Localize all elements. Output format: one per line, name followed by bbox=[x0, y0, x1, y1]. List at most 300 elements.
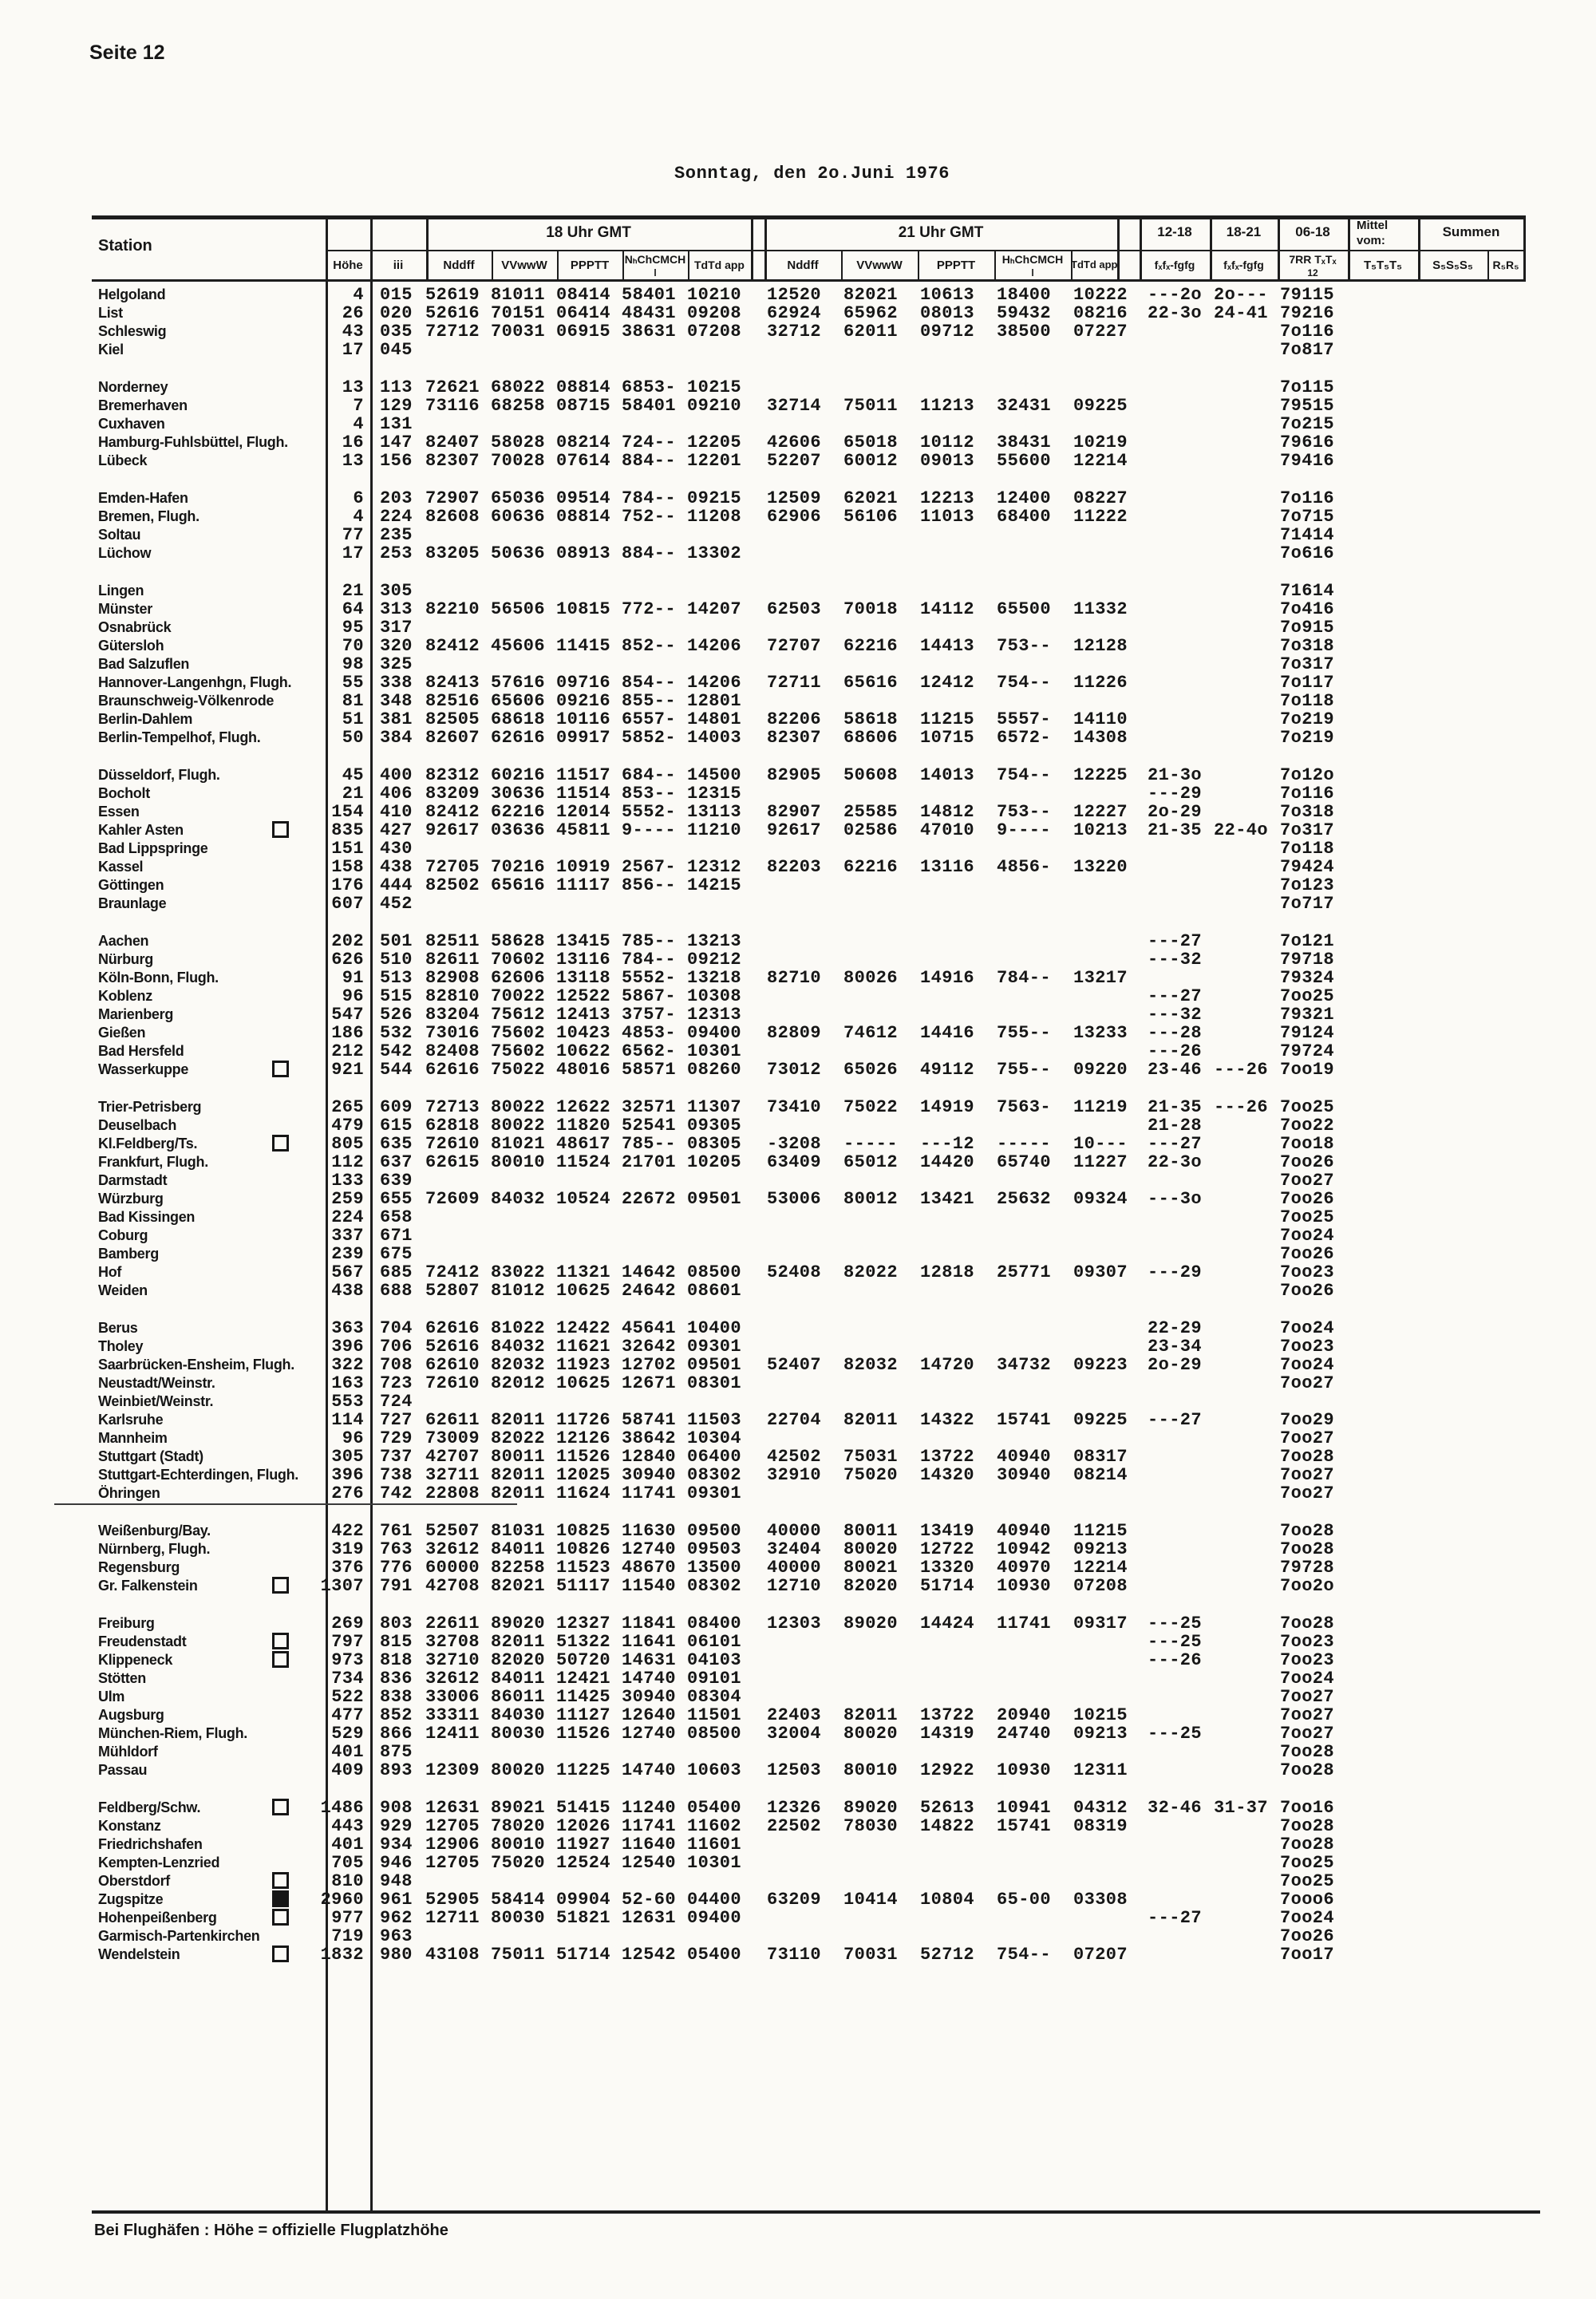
station-number-value: 637 bbox=[380, 1152, 413, 1172]
obs-18gmt-group-4: 852-- bbox=[622, 636, 677, 656]
table-row bbox=[0, 1116, 1596, 1135]
precip-temp-06-18-value: 7oo28 bbox=[1280, 1521, 1335, 1541]
col-0618-label: 06-18 bbox=[1295, 224, 1330, 239]
obs-18gmt-group-2: 62606 bbox=[491, 968, 546, 988]
obs-18gmt-group-5: 14215 bbox=[687, 875, 742, 895]
obs-18gmt-group-4: 58401 bbox=[622, 396, 677, 416]
precip-temp-06-18-value: 7oo28 bbox=[1280, 1539, 1335, 1559]
station-name: Bad Lippspringe bbox=[98, 840, 208, 856]
table-row bbox=[0, 415, 1596, 433]
table-row bbox=[0, 1540, 1596, 1558]
obs-18gmt-group-3: 11514 bbox=[556, 784, 611, 804]
obs-21gmt-group-3: 14013 bbox=[920, 765, 975, 785]
obs-18gmt-group-1: 73116 bbox=[425, 396, 480, 416]
obs-18gmt-group-5: 10308 bbox=[687, 986, 742, 1006]
precip-temp-06-18-value: 7o118 bbox=[1280, 691, 1335, 711]
table-row bbox=[0, 1633, 1596, 1651]
obs-21gmt-group-2: 80026 bbox=[843, 968, 899, 988]
obs-21gmt-group-3: 13722 bbox=[920, 1705, 975, 1725]
obs-18gmt-group-4: 5552- bbox=[622, 802, 677, 822]
obs-21gmt-group-5: 09317 bbox=[1073, 1614, 1128, 1633]
obs-21gmt-group-3: 09712 bbox=[920, 322, 975, 342]
obs-21gmt-group-5: 12225 bbox=[1073, 765, 1128, 785]
height-value: 396 bbox=[331, 1337, 364, 1357]
table-row bbox=[0, 655, 1596, 674]
obs-21gmt-group-4: 784-- bbox=[997, 968, 1052, 988]
table-row bbox=[0, 969, 1596, 987]
height-value: 239 bbox=[331, 1244, 364, 1264]
obs-21gmt-group-4: 25632 bbox=[997, 1189, 1052, 1209]
obs-18gmt-group-2: 82012 bbox=[491, 1373, 546, 1393]
precip-temp-06-18-value: 7oo24 bbox=[1280, 1355, 1335, 1375]
obs-21gmt-group-5: 09223 bbox=[1073, 1355, 1128, 1375]
station-number-value: 671 bbox=[380, 1226, 413, 1246]
precip-temp-06-18-value: 79321 bbox=[1280, 1005, 1335, 1025]
obs-18gmt-group-4: 14740 bbox=[622, 1669, 677, 1689]
obs-18gmt-group-5: 14207 bbox=[687, 599, 742, 619]
obs-21gmt-group-2: 75011 bbox=[843, 396, 899, 416]
height-value: 477 bbox=[331, 1705, 364, 1725]
station-number-value: 658 bbox=[380, 1207, 413, 1227]
table-row bbox=[0, 1927, 1596, 1945]
precip-temp-06-18-value: 79515 bbox=[1280, 396, 1335, 416]
col-ppptt-21-label: PPPTT bbox=[936, 259, 976, 272]
obs-18gmt-group-4: 12840 bbox=[622, 1447, 677, 1467]
precip-temp-06-18-value: 7oo27 bbox=[1280, 1724, 1335, 1744]
wind-12-18-value: ---28 bbox=[1148, 1023, 1203, 1043]
obs-18gmt-group-1: 72712 bbox=[425, 322, 480, 342]
obs-21gmt-group-4: 6572- bbox=[997, 728, 1052, 748]
obs-21gmt-group-4: 755-- bbox=[997, 1023, 1052, 1043]
obs-18gmt-group-5: 10301 bbox=[687, 1041, 742, 1061]
table-row bbox=[0, 1835, 1596, 1854]
obs-21gmt-group-5: 10213 bbox=[1073, 820, 1128, 840]
obs-18gmt-group-4: 45641 bbox=[622, 1318, 677, 1338]
obs-21gmt-group-2: 80012 bbox=[843, 1189, 899, 1209]
obs-18gmt-group-2: 81021 bbox=[491, 1134, 546, 1154]
height-value: 522 bbox=[331, 1687, 364, 1707]
precip-temp-06-18-value: 71614 bbox=[1280, 581, 1335, 601]
obs-18gmt-group-2: 58628 bbox=[491, 931, 546, 951]
height-value: 376 bbox=[331, 1558, 364, 1578]
obs-18gmt-group-2: 89020 bbox=[491, 1614, 546, 1633]
station-name: Würzburg bbox=[98, 1191, 164, 1207]
table-row bbox=[0, 1135, 1596, 1153]
obs-18gmt-group-1: 82505 bbox=[425, 709, 480, 729]
height-value: 43 bbox=[342, 322, 364, 342]
obs-18gmt-group-1: 62616 bbox=[425, 1318, 480, 1338]
obs-18gmt-group-1: 33311 bbox=[425, 1705, 480, 1725]
obs-18gmt-group-3: 11927 bbox=[556, 1835, 611, 1855]
obs-21gmt-group-5: 09307 bbox=[1073, 1262, 1128, 1282]
obs-18gmt-group-5: 09208 bbox=[687, 303, 742, 323]
col-7rr-sub2: 12 bbox=[1307, 267, 1318, 278]
obs-18gmt-group-2: 81011 bbox=[491, 285, 546, 305]
obs-18gmt-group-2: 84032 bbox=[491, 1337, 546, 1357]
obs-18gmt-group-5: 06400 bbox=[687, 1447, 742, 1467]
station-name: List bbox=[98, 305, 123, 321]
obs-21gmt-group-5: 12214 bbox=[1073, 451, 1128, 471]
obs-18gmt-group-5: 13218 bbox=[687, 968, 742, 988]
obs-21gmt-group-2: 82011 bbox=[843, 1705, 899, 1725]
precip-temp-06-18-value: 7oo23 bbox=[1280, 1262, 1335, 1282]
obs-18gmt-group-4: 58571 bbox=[622, 1060, 677, 1080]
precip-temp-06-18-value: 7oo25 bbox=[1280, 986, 1335, 1006]
station-name: Kiel bbox=[98, 342, 124, 357]
obs-18gmt-group-3: 11621 bbox=[556, 1337, 611, 1357]
obs-18gmt-group-1: 62615 bbox=[425, 1152, 480, 1172]
obs-18gmt-group-2: 62616 bbox=[491, 728, 546, 748]
obs-18gmt-group-3: 11321 bbox=[556, 1262, 611, 1282]
page-number: Seite 12 bbox=[89, 41, 165, 64]
table-row bbox=[0, 1061, 1596, 1079]
station-name: Hannover-Langenhgn, Flugh. bbox=[98, 674, 292, 690]
obs-21gmt-group-4: 20940 bbox=[997, 1705, 1052, 1725]
obs-18gmt-group-3: 11523 bbox=[556, 1558, 611, 1578]
obs-18gmt-group-5: 09301 bbox=[687, 1337, 742, 1357]
station-name: Coburg bbox=[98, 1227, 148, 1243]
obs-18gmt-group-3: 11624 bbox=[556, 1483, 611, 1503]
height-value: 186 bbox=[331, 1023, 364, 1043]
obs-21gmt-group-2: 65012 bbox=[843, 1152, 899, 1172]
obs-21gmt-group-1: 12326 bbox=[767, 1798, 822, 1818]
obs-21gmt-group-5: 11215 bbox=[1073, 1521, 1128, 1541]
station-number-value: 526 bbox=[380, 1005, 413, 1025]
height-value: 16 bbox=[342, 433, 364, 452]
obs-18gmt-group-4: 38631 bbox=[622, 322, 677, 342]
col-clouds-18-label: NₕChCMCH bbox=[624, 253, 686, 266]
obs-18gmt-group-1: 82607 bbox=[425, 728, 480, 748]
table-row bbox=[0, 286, 1596, 304]
obs-21gmt-group-4: 55600 bbox=[997, 451, 1052, 471]
station-name: Bremen, Flugh. bbox=[98, 508, 200, 524]
station-name: Garmisch-Partenkirchen bbox=[98, 1928, 260, 1944]
station-name: Regensburg bbox=[98, 1559, 180, 1575]
obs-18gmt-group-3: 10919 bbox=[556, 857, 611, 877]
obs-18gmt-group-3: 13415 bbox=[556, 931, 611, 951]
table-row bbox=[0, 1724, 1596, 1743]
station-number-value: 723 bbox=[380, 1373, 413, 1393]
station-name: Feldberg/Schw. bbox=[98, 1799, 201, 1815]
obs-21gmt-group-3: 12213 bbox=[920, 488, 975, 508]
obs-18gmt-group-1: 82611 bbox=[425, 950, 480, 970]
station-name: Schleswig bbox=[98, 323, 167, 339]
height-value: 4 bbox=[353, 507, 364, 527]
obs-21gmt-group-1: 62924 bbox=[767, 303, 822, 323]
precip-temp-06-18-value: 7oo27 bbox=[1280, 1465, 1335, 1485]
obs-21gmt-group-4: 754-- bbox=[997, 673, 1052, 693]
station-name: Wendelstein bbox=[98, 1946, 180, 1962]
table-row bbox=[0, 1651, 1596, 1669]
obs-18gmt-group-3: 06414 bbox=[556, 303, 611, 323]
station-number-value: 893 bbox=[380, 1760, 413, 1780]
station-name: Braunschweig-Völkenrode bbox=[98, 693, 275, 709]
height-value: 158 bbox=[331, 857, 364, 877]
station-number-value: 818 bbox=[380, 1650, 413, 1670]
height-value: 21 bbox=[342, 581, 364, 601]
obs-18gmt-group-3: 09917 bbox=[556, 728, 611, 748]
obs-21gmt-group-1: 73012 bbox=[767, 1060, 822, 1080]
precip-temp-06-18-value: 7oo28 bbox=[1280, 1760, 1335, 1780]
obs-18gmt-group-4: 5852- bbox=[622, 728, 677, 748]
precip-temp-06-18-value: 79416 bbox=[1280, 451, 1335, 471]
obs-18gmt-group-3: 51117 bbox=[556, 1576, 611, 1596]
col-iii-label: iii bbox=[393, 259, 404, 272]
station-number-value: 815 bbox=[380, 1632, 413, 1652]
precip-temp-06-18-value: 7o215 bbox=[1280, 414, 1335, 434]
col-t5-sub: T₅T₅T₅ bbox=[1363, 259, 1403, 272]
obs-18gmt-group-5: 08400 bbox=[687, 1614, 742, 1633]
height-value: 265 bbox=[331, 1097, 364, 1117]
obs-21gmt-group-5: 09213 bbox=[1073, 1724, 1128, 1744]
obs-21gmt-group-2: 65962 bbox=[843, 303, 899, 323]
station-name: München-Riem, Flugh. bbox=[98, 1725, 247, 1741]
wind-12-18-value: 21-35 bbox=[1148, 820, 1203, 840]
obs-18gmt-group-1: 92617 bbox=[425, 820, 480, 840]
obs-21gmt-group-1: 82206 bbox=[767, 709, 822, 729]
height-value: 133 bbox=[331, 1171, 364, 1191]
open-square-icon bbox=[272, 1799, 289, 1815]
obs-18gmt-group-2: 75020 bbox=[491, 1853, 546, 1873]
obs-18gmt-group-4: 22672 bbox=[622, 1189, 677, 1209]
obs-21gmt-group-2: ----- bbox=[843, 1134, 899, 1154]
station-name: Weißenburg/Bay. bbox=[98, 1523, 211, 1539]
obs-21gmt-group-1: 72707 bbox=[767, 636, 822, 656]
obs-21gmt-group-5: 11332 bbox=[1073, 599, 1128, 619]
obs-21gmt-group-2: 50608 bbox=[843, 765, 899, 785]
obs-18gmt-group-1: 82810 bbox=[425, 986, 480, 1006]
station-number-value: 384 bbox=[380, 728, 413, 748]
obs-21gmt-group-2: 80011 bbox=[843, 1521, 899, 1541]
height-value: 4 bbox=[353, 285, 364, 305]
table-row bbox=[0, 1227, 1596, 1245]
height-value: 422 bbox=[331, 1521, 364, 1541]
station-number-value: 317 bbox=[380, 618, 413, 638]
height-value: 13 bbox=[342, 451, 364, 471]
obs-18gmt-group-4: 11741 bbox=[622, 1816, 677, 1836]
station-number-value: 320 bbox=[380, 636, 413, 656]
obs-21gmt-group-2: 82020 bbox=[843, 1576, 899, 1596]
obs-18gmt-group-3: 08814 bbox=[556, 507, 611, 527]
table-row bbox=[0, 876, 1596, 895]
col-s5-sub: S₅S₅S₅ bbox=[1432, 259, 1473, 272]
wind-12-18-value: 21-3o bbox=[1148, 765, 1203, 785]
obs-18gmt-group-1: 12711 bbox=[425, 1908, 480, 1928]
height-value: 224 bbox=[331, 1207, 364, 1227]
obs-18gmt-group-4: 11641 bbox=[622, 1632, 677, 1652]
obs-18gmt-group-5: 10603 bbox=[687, 1760, 742, 1780]
station-number-value: 325 bbox=[380, 654, 413, 674]
obs-18gmt-group-4: 11630 bbox=[622, 1521, 677, 1541]
station-name: Öhringen bbox=[98, 1485, 160, 1501]
station-name: Soltau bbox=[98, 527, 141, 543]
precip-temp-06-18-value: 7o915 bbox=[1280, 618, 1335, 638]
station-name: Lübeck bbox=[98, 452, 148, 468]
table-row bbox=[0, 508, 1596, 526]
obs-21gmt-group-2: 65018 bbox=[843, 433, 899, 452]
obs-18gmt-group-1: 12309 bbox=[425, 1760, 480, 1780]
col-dewpoint-21-label: TdTd app bbox=[1071, 259, 1118, 271]
station-name: Koblenz bbox=[98, 988, 152, 1004]
obs-18gmt-group-3: 09716 bbox=[556, 673, 611, 693]
obs-18gmt-group-5: 09101 bbox=[687, 1669, 742, 1689]
obs-18gmt-group-3: 13116 bbox=[556, 950, 611, 970]
obs-18gmt-group-1: 72609 bbox=[425, 1189, 480, 1209]
obs-18gmt-group-3: 10826 bbox=[556, 1539, 611, 1559]
station-number-value: 685 bbox=[380, 1262, 413, 1282]
station-name: Kl.Feldberg/Ts. bbox=[98, 1136, 198, 1151]
height-value: 77 bbox=[342, 525, 364, 545]
table-row bbox=[0, 1374, 1596, 1392]
obs-18gmt-group-2: 75612 bbox=[491, 1005, 546, 1025]
table-row bbox=[0, 839, 1596, 858]
table-row bbox=[0, 1743, 1596, 1761]
obs-18gmt-group-3: 10116 bbox=[556, 709, 611, 729]
obs-18gmt-group-5: 08304 bbox=[687, 1687, 742, 1707]
obs-18gmt-group-1: 72610 bbox=[425, 1373, 480, 1393]
height-value: 112 bbox=[331, 1152, 364, 1172]
height-value: 114 bbox=[331, 1410, 364, 1430]
wind-12-18-value: ---27 bbox=[1148, 1908, 1203, 1928]
station-number-value: 452 bbox=[380, 894, 413, 914]
obs-18gmt-group-2: 82020 bbox=[491, 1650, 546, 1670]
obs-18gmt-group-3: 48016 bbox=[556, 1060, 611, 1080]
col-r5-sub: R₅R₅ bbox=[1492, 259, 1519, 271]
height-value: 70 bbox=[342, 636, 364, 656]
obs-18gmt-group-1: 60000 bbox=[425, 1558, 480, 1578]
obs-21gmt-group-1: 52207 bbox=[767, 451, 822, 471]
obs-18gmt-group-1: 52507 bbox=[425, 1521, 480, 1541]
station-number-value: 224 bbox=[380, 507, 413, 527]
obs-18gmt-group-4: 6562- bbox=[622, 1041, 677, 1061]
obs-18gmt-group-5: 09400 bbox=[687, 1908, 742, 1928]
table-row bbox=[0, 1890, 1596, 1909]
height-value: 276 bbox=[331, 1483, 364, 1503]
obs-21gmt-group-5: 07207 bbox=[1073, 1945, 1128, 1965]
station-number-value: 763 bbox=[380, 1539, 413, 1559]
precip-temp-06-18-value: 7oo16 bbox=[1280, 1798, 1335, 1818]
col-1218-label: 12-18 bbox=[1157, 224, 1192, 239]
precip-temp-06-18-value: 79718 bbox=[1280, 950, 1335, 970]
station-name: Klippeneck bbox=[98, 1652, 173, 1668]
obs-18gmt-group-3: 12327 bbox=[556, 1614, 611, 1633]
obs-18gmt-group-5: 10400 bbox=[687, 1318, 742, 1338]
station-name: Bad Salzuflen bbox=[98, 656, 190, 672]
obs-18gmt-group-4: 14631 bbox=[622, 1650, 677, 1670]
obs-21gmt-group-1: 73110 bbox=[767, 1945, 822, 1965]
height-value: 269 bbox=[331, 1614, 364, 1633]
station-name: Gr. Falkenstein bbox=[98, 1578, 198, 1594]
obs-18gmt-group-3: 51714 bbox=[556, 1945, 611, 1965]
obs-21gmt-group-4: 38500 bbox=[997, 322, 1052, 342]
precip-temp-06-18-value: 7oo26 bbox=[1280, 1926, 1335, 1946]
table-row bbox=[0, 1558, 1596, 1577]
obs-21gmt-group-1: 82203 bbox=[767, 857, 822, 877]
obs-21gmt-group-4: 18400 bbox=[997, 285, 1052, 305]
station-name: Augsburg bbox=[98, 1707, 164, 1723]
obs-18gmt-group-2: 80010 bbox=[491, 1835, 546, 1855]
obs-21gmt-group-3: 11013 bbox=[920, 507, 975, 527]
obs-18gmt-group-1: 82608 bbox=[425, 507, 480, 527]
obs-18gmt-group-4: 853-- bbox=[622, 784, 677, 804]
open-square-icon bbox=[272, 1061, 289, 1077]
station-name: Hamburg-Fuhlsbüttel, Flugh. bbox=[98, 434, 288, 450]
col-clouds-21-label: HₕChCMCH bbox=[1001, 253, 1064, 266]
obs-21gmt-group-5: 13220 bbox=[1073, 857, 1128, 877]
station-number-value: 961 bbox=[380, 1890, 413, 1910]
obs-18gmt-group-2: 82011 bbox=[491, 1410, 546, 1430]
obs-21gmt-group-4: 12400 bbox=[997, 488, 1052, 508]
table-row bbox=[0, 304, 1596, 322]
obs-18gmt-group-1: 22611 bbox=[425, 1614, 480, 1633]
station-number-value: 962 bbox=[380, 1908, 413, 1928]
obs-21gmt-group-4: 753-- bbox=[997, 802, 1052, 822]
wind-12-18-value: ---27 bbox=[1148, 1134, 1203, 1154]
obs-18gmt-group-2: 68618 bbox=[491, 709, 546, 729]
obs-21gmt-group-2: 70031 bbox=[843, 1945, 899, 1965]
height-value: 95 bbox=[342, 618, 364, 638]
obs-21gmt-group-5: 08227 bbox=[1073, 488, 1128, 508]
precip-temp-06-18-value: 7oo27 bbox=[1280, 1705, 1335, 1725]
station-number-value: 438 bbox=[380, 857, 413, 877]
obs-18gmt-group-5: 10301 bbox=[687, 1853, 742, 1873]
precip-temp-06-18-value: 7oo25 bbox=[1280, 1871, 1335, 1891]
table-row bbox=[0, 1854, 1596, 1872]
station-number-value: 675 bbox=[380, 1244, 413, 1264]
obs-18gmt-group-3: 09904 bbox=[556, 1890, 611, 1910]
table-row bbox=[0, 1208, 1596, 1227]
station-name: Oberstdorf bbox=[98, 1873, 171, 1889]
obs-18gmt-group-5: 08260 bbox=[687, 1060, 742, 1080]
obs-18gmt-group-3: 12126 bbox=[556, 1428, 611, 1448]
table-row bbox=[0, 932, 1596, 950]
obs-21gmt-group-2: 82032 bbox=[843, 1355, 899, 1375]
obs-21gmt-group-2: 62021 bbox=[843, 488, 899, 508]
obs-21gmt-group-5: 12311 bbox=[1073, 1760, 1128, 1780]
obs-18gmt-group-2: 75602 bbox=[491, 1023, 546, 1043]
open-square-icon bbox=[272, 1135, 289, 1151]
obs-18gmt-group-2: 80022 bbox=[491, 1116, 546, 1136]
height-value: 567 bbox=[331, 1262, 364, 1282]
obs-21gmt-group-1: 22502 bbox=[767, 1816, 822, 1836]
obs-21gmt-group-3: 14919 bbox=[920, 1097, 975, 1117]
obs-18gmt-group-4: 30940 bbox=[622, 1687, 677, 1707]
table-row bbox=[0, 582, 1596, 600]
obs-18gmt-group-5: 09500 bbox=[687, 1521, 742, 1541]
obs-21gmt-group-1: 62906 bbox=[767, 507, 822, 527]
obs-18gmt-group-1: 72412 bbox=[425, 1262, 480, 1282]
precip-temp-06-18-value: 7oo24 bbox=[1280, 1226, 1335, 1246]
height-value: 626 bbox=[331, 950, 364, 970]
obs-18gmt-group-1: 62610 bbox=[425, 1355, 480, 1375]
obs-18gmt-group-3: 08715 bbox=[556, 396, 611, 416]
obs-21gmt-group-3: 13320 bbox=[920, 1558, 975, 1578]
obs-18gmt-group-1: 42707 bbox=[425, 1447, 480, 1467]
table-row bbox=[0, 1429, 1596, 1448]
obs-18gmt-group-4: 6853- bbox=[622, 377, 677, 397]
station-name: Essen bbox=[98, 804, 140, 820]
obs-18gmt-group-1: 32711 bbox=[425, 1465, 480, 1485]
obs-21gmt-group-5: 13217 bbox=[1073, 968, 1128, 988]
obs-18gmt-group-1: 73016 bbox=[425, 1023, 480, 1043]
obs-21gmt-group-3: 14320 bbox=[920, 1465, 975, 1485]
obs-18gmt-group-4: 52541 bbox=[622, 1116, 677, 1136]
obs-18gmt-group-1: 12705 bbox=[425, 1853, 480, 1873]
obs-18gmt-group-3: 12413 bbox=[556, 1005, 611, 1025]
obs-18gmt-group-2: 70602 bbox=[491, 950, 546, 970]
obs-21gmt-group-5: 12214 bbox=[1073, 1558, 1128, 1578]
obs-18gmt-group-3: 08814 bbox=[556, 377, 611, 397]
